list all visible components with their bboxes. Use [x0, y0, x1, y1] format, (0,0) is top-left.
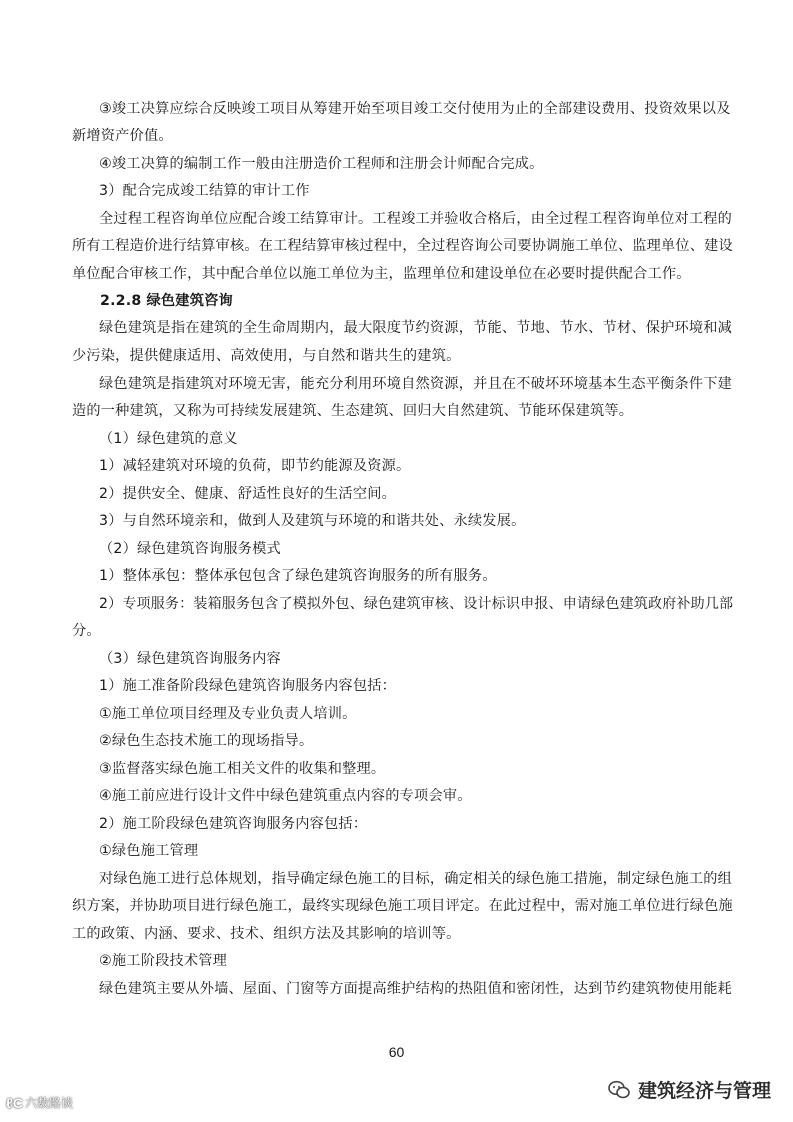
text-line: 新增资产价值。	[72, 128, 173, 144]
watermark-right-text: 建筑经济与管理	[637, 1080, 771, 1102]
watermark-logo-icon: ℓC	[6, 1094, 23, 1111]
text-line: 绿色建筑主要从外墙、屋面、门窗等方面提高维护结构的热阻值和密闭性，达到节约建筑物使用能耗	[99, 981, 733, 997]
text-line: 造的一种建筑，又称为可持续发展建筑、生态建筑、回归大自然建筑、节能环保建筑等。	[72, 403, 634, 419]
watermark-left-text: 六数路谈	[24, 1096, 73, 1110]
text-line: 绿色建筑是指建筑对环境无害，能充分利用环境自然资源，并且在不破坏环境基本生态平衡条件下建	[99, 376, 733, 392]
wechat-icon	[608, 1080, 630, 1100]
text-line: （2）绿色建筑咨询服务模式	[99, 541, 281, 557]
text-line: ①施工单位项目经理及专业负责人培训。	[99, 706, 357, 722]
text-line: ①绿色施工管理	[99, 843, 199, 859]
text-line: ②绿色生态技术施工的现场指导。	[99, 733, 314, 749]
page-number: 60	[388, 1044, 405, 1060]
text-line: 全过程工程咨询单位应配合竣工结算审计。工程竣工并验收合格后，由全过程工程咨询单位对工程的	[99, 211, 733, 227]
text-line: 单位配合审核工作，其中配合单位以施工单位为主，监理单位和建设单位在必要时提供配合工作。	[72, 266, 691, 282]
text-line: 1）减轻建筑对环境的负荷，即节约能源及资源。	[99, 458, 411, 474]
text-line: ③竣工决算应综合反映竣工项目从筹建开始至项目竣工交付使用为止的全部建设费用、投资效果以及	[99, 101, 731, 117]
text-line: 3）配合完成竣工结算的审计工作	[99, 183, 310, 199]
text-line: 1）施工准备阶段绿色建筑咨询服务内容包括：	[99, 678, 396, 694]
text-line: 2）施工阶段绿色建筑咨询服务内容包括：	[99, 816, 368, 832]
text-line: 1）整体承包：整体承包包含了绿色建筑咨询服务的所有服务。	[99, 568, 497, 584]
text-line: 3）与自然环境亲和，做到人及建筑与环境的和谐共处、永续发展。	[99, 513, 526, 529]
text-line: ②施工阶段技术管理	[99, 953, 228, 969]
text-line: 对绿色施工进行总体规划，指导确定绿色施工的目标，确定相关的绿色施工措施，制定绿色施工的组	[99, 871, 733, 887]
text-line: ④施工前应进行设计文件中绿色建筑重点内容的专项会审。	[99, 788, 472, 804]
text-line: ③监督落实绿色施工相关文件的收集和整理。	[99, 761, 386, 777]
watermark-left	[6, 1094, 73, 1111]
section-heading: 2.2.8 绿色建筑咨询	[100, 293, 233, 309]
text-line: 2）专项服务：装箱服务包含了模拟外包、绿色建筑审核、设计标识申报、申请绿色建筑政府补助几部	[99, 596, 734, 612]
text-line: （3）绿色建筑咨询服务内容	[99, 651, 281, 667]
text-line: ④竣工决算的编制工作一般由注册造价工程师和注册会计师配合完成。	[99, 156, 544, 172]
text-line: 少污染，提供健康适用、高效使用，与自然和谐共生的建筑。	[72, 348, 461, 364]
text-line: 工的政策、内涵、要求、技术、组织方法及其影响的培训等。	[72, 926, 461, 942]
text-line: 所有工程造价进行结算审核。在工程结算审核过程中，全过程咨询公司要协调施工单位、监理单位、建设	[72, 238, 733, 254]
text-line: 织方案，并协助项目进行绿色施工，最终实现绿色施工项目评定。在此过程中，需对施工单位进行绿色施	[72, 898, 733, 914]
watermark-right	[608, 1076, 771, 1103]
text-line: （1）绿色建筑的意义	[99, 431, 238, 447]
text-line: 绿色建筑是指在建筑的全生命周期内，最大限度节约资源，节能、节地、节水、节材、保护环境和减	[99, 320, 733, 336]
text-line: 分。	[72, 623, 101, 639]
text-line: 2）提供安全、健康、舒适性良好的生活空间。	[99, 486, 396, 502]
